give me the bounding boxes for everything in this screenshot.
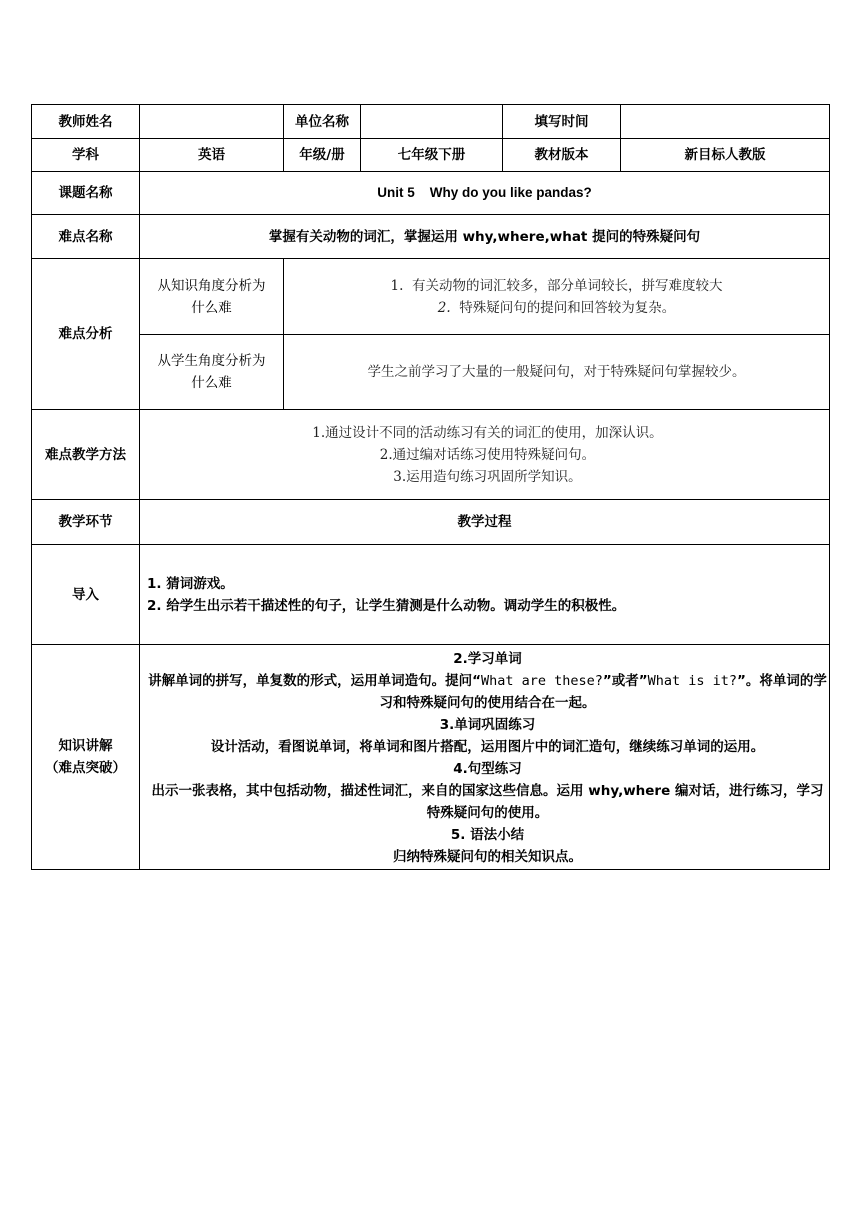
section-text-part: ”或者” (602, 673, 648, 689)
difficulty-value: 掌握有关动物的词汇，掌握运用 why,where,what 提问的特殊疑问句 (140, 215, 830, 259)
teacher-field[interactable] (140, 105, 284, 139)
subject-label: 学科 (32, 139, 140, 172)
knowledge-angle-label (140, 259, 284, 335)
intro-item: 1. 猜词游戏。 (147, 575, 234, 592)
section-text (146, 670, 829, 714)
knowledge-label-line-2: （难点突破） (45, 760, 126, 776)
section-title: 2.学习单词 (453, 651, 522, 667)
knowledge-row (32, 645, 830, 870)
process-header: 教学过程 (140, 500, 830, 545)
intro-item: 2. 给学生出示若干描述性的句子，让学生猜测是什么动物。调动学生的积极性。 (147, 597, 626, 614)
section-text-part: ”。将单词的学习和特殊疑问句的使用结合在一起。 (379, 673, 827, 711)
difficulty-row (32, 215, 830, 259)
stage-header: 教学环节 (32, 500, 140, 545)
fill-time-field[interactable] (621, 105, 830, 139)
knowledge-item (284, 275, 829, 297)
grade-label: 年级/册 (284, 139, 361, 172)
unit-field[interactable] (361, 105, 503, 139)
knowledge-item (284, 297, 829, 319)
knowledge-label (32, 645, 140, 870)
analysis-label: 难点分析 (32, 259, 140, 410)
edition-label: 教材版本 (503, 139, 621, 172)
method-content (140, 410, 830, 500)
unit-label: 单位名称 (284, 105, 361, 139)
section-title: 5. 语法小结 (450, 827, 525, 843)
topic-row (32, 172, 830, 215)
topic-value: Unit 5 Why do you like pandas? (140, 172, 830, 215)
difficulty-label: 难点名称 (32, 215, 140, 259)
knowledge-item-text: 有关动物的词汇较多，部分单词较长，拼写难度较大 (411, 278, 723, 294)
knowledge-content (140, 645, 830, 870)
section-text: 出示一张表格，其中包括动物，描述性词汇，来自的国家这些信息。运用 why,where 编对话，进行练习，学习特殊疑问句的使用。 (151, 783, 824, 821)
section-text: 设计活动，看图说单词，将单词和图片搭配，运用图片中的词汇造句，继续练习单词的运用。 (210, 739, 765, 755)
subject-value: 英语 (140, 139, 284, 172)
method-row (32, 410, 830, 500)
student-angle-line-1: 从学生角度分析为 (157, 353, 266, 369)
student-angle-label (140, 335, 284, 410)
fill-time-label: 填写时间 (503, 105, 621, 139)
section-title: 3.单词巩固练习 (439, 717, 536, 733)
method-item: 1.通过设计不同的活动练习有关的词汇的使用，加深认识。 (312, 424, 663, 441)
teacher-label: 教师姓名 (32, 105, 140, 139)
intro-row (32, 545, 830, 645)
method-item: 3.运用造句练习巩固所学知识。 (393, 468, 582, 485)
edition-value: 新目标人教版 (621, 139, 830, 172)
analysis-knowledge-row (32, 259, 830, 335)
section-text-part: 讲解单词的拼写，单复数的形式，运用单词造句。提问“ (148, 673, 481, 689)
section-title: 4.句型练习 (453, 761, 522, 777)
student-angle-line-2: 什么难 (191, 375, 232, 391)
knowledge-item-text: 特殊疑问句的提问和回答较为复杂。 (459, 300, 676, 316)
knowledge-item-num: 2. (437, 300, 451, 316)
knowledge-label-line-1: 知识讲解 (58, 738, 113, 754)
student-angle-content: 学生之前学习了大量的一般疑问句，对于特殊疑问句掌握较少。 (284, 335, 830, 410)
intro-content (140, 545, 830, 645)
code-phrase: What are these? (480, 673, 603, 689)
knowledge-angle-content (284, 259, 830, 335)
code-phrase: What is it? (647, 673, 738, 689)
analysis-student-row (32, 335, 830, 410)
lesson-plan-table (31, 104, 830, 870)
process-header-row (32, 500, 830, 545)
teacher-row (32, 105, 830, 139)
intro-label: 导入 (32, 545, 140, 645)
knowledge-angle-line-2: 什么难 (191, 299, 232, 316)
knowledge-item-num: 1. (390, 278, 404, 294)
section-text: 归纳特殊疑问句的相关知识点。 (393, 849, 582, 865)
knowledge-angle-line-1: 从知识角度分析为 (157, 277, 266, 294)
method-item: 2.通过编对话练习使用特殊疑问句。 (379, 446, 596, 463)
subject-row (32, 139, 830, 172)
topic-label: 课题名称 (32, 172, 140, 215)
method-label: 难点教学方法 (32, 410, 140, 500)
grade-value: 七年级下册 (361, 139, 503, 172)
